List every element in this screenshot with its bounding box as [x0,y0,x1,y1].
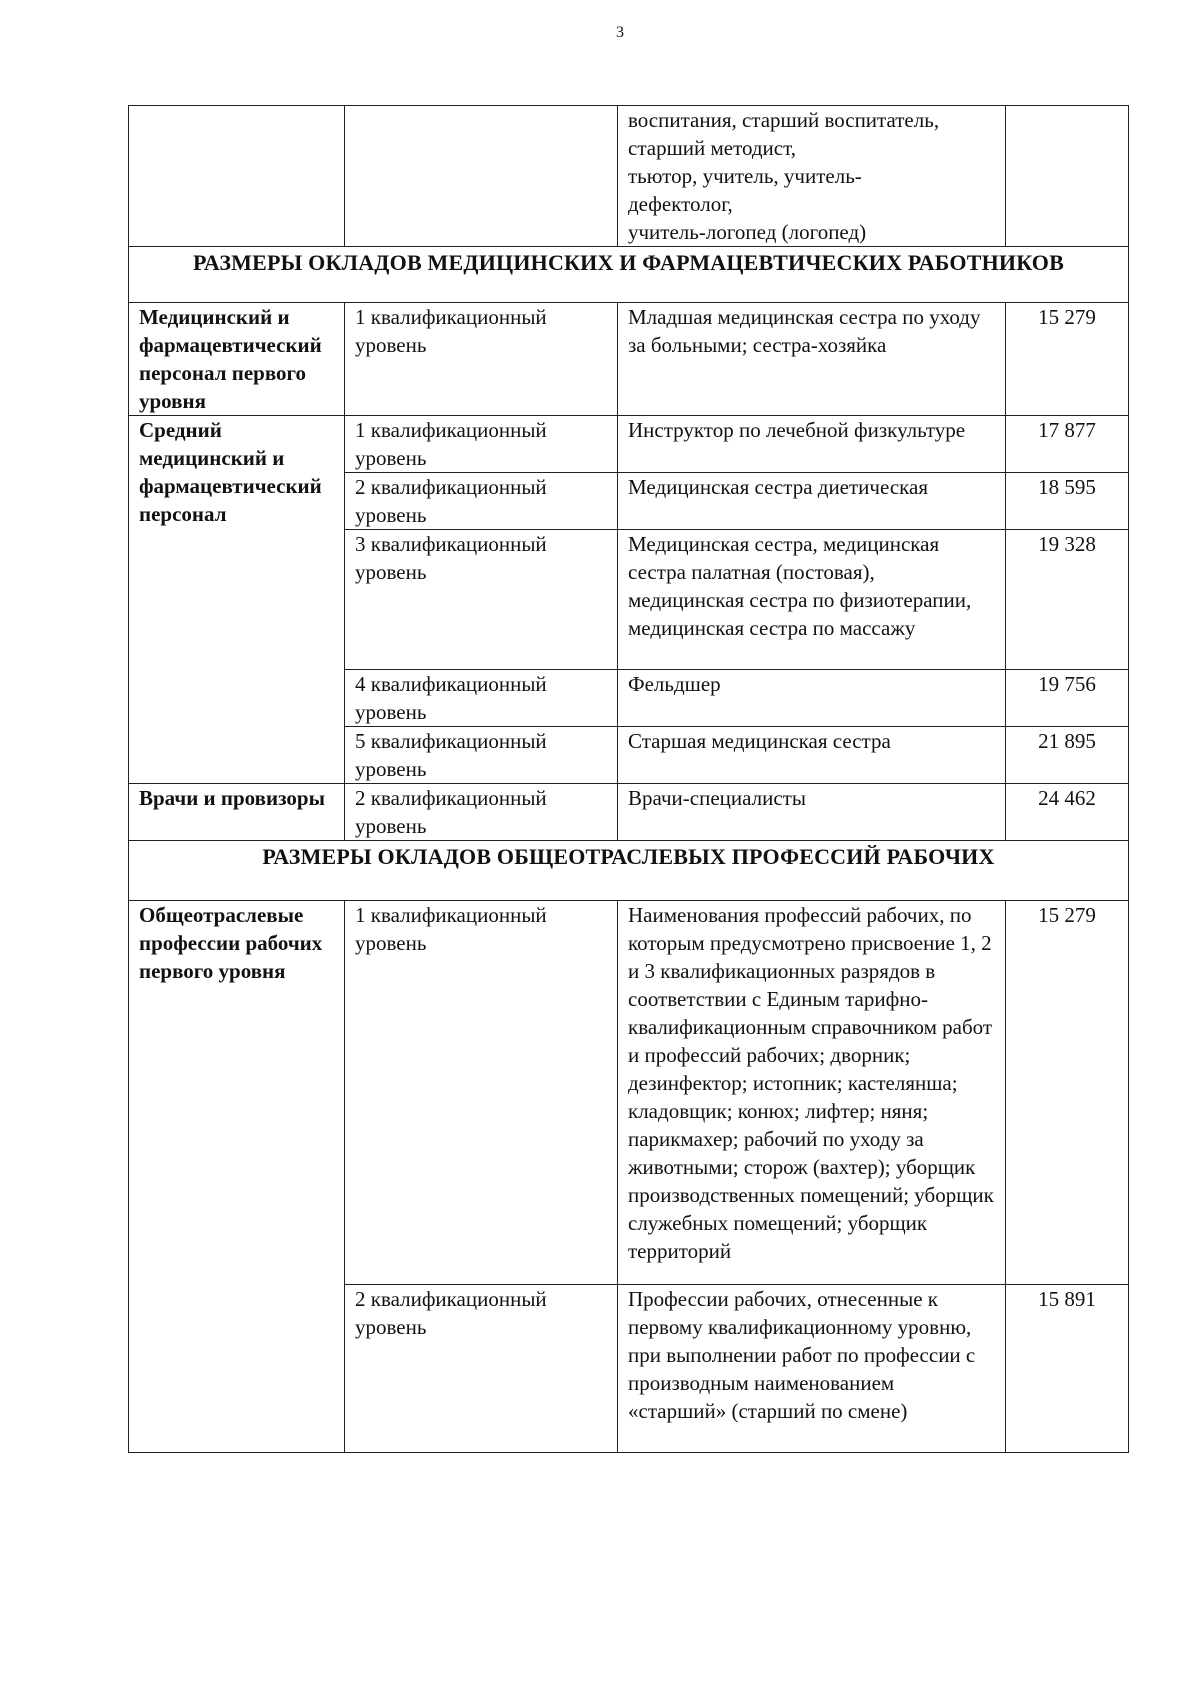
continuation-row [129,106,1129,247]
category-cell: Медицинский и фармацевтический персонал первого уровня [129,303,345,416]
table-row [129,901,1129,1285]
level-cell: 5 квалификационный уровень [345,727,618,784]
level-cell: 1 квалификационный уровень [345,901,618,1285]
positions-cell: Профессии рабочих, отнесенные к первому квалификационному уровню, при выполнении работ по профессии с производным наименованием «старший» (старший по смене) [618,1285,1006,1453]
table-row [129,416,1129,473]
position-line: воспитания, старший воспитатель, [628,108,940,132]
positions-cell [618,106,1006,247]
positions-cell: Медицинская сестра диетическая [618,473,1006,530]
level-cell: 2 квалификационный уровень [345,784,618,841]
salary-table [128,105,1129,1453]
section-title: РАЗМЕРЫ ОКЛАДОВ МЕДИЦИНСКИХ И ФАРМАЦЕВТИЧЕСКИХ РАБОТНИКОВ [129,247,1129,303]
level-cell: 1 квалификационный уровень [345,416,618,473]
level-cell [345,106,618,247]
category-cell: Общеотраслевые профессии рабочих первого уровня [129,901,345,1453]
page-number: 3 [616,24,624,41]
salary-cell: 19 328 [1006,530,1129,670]
positions-cell: Инструктор по лечебной физкультуре [618,416,1006,473]
salary-cell [1006,106,1129,247]
category-cell: Средний медицинский и фармацевтический персонал [129,416,345,784]
salary-cell: 21 895 [1006,727,1129,784]
section-title: РАЗМЕРЫ ОКЛАДОВ ОБЩЕОТРАСЛЕВЫХ ПРОФЕССИЙ РАБОЧИХ [129,841,1129,901]
positions-cell: Младшая медицинская сестра по уходу за больными; сестра-хозяйка [618,303,1006,416]
table-row [129,784,1129,841]
positions-cell: Старшая медицинская сестра [618,727,1006,784]
salary-cell: 17 877 [1006,416,1129,473]
level-cell: 4 квалификационный уровень [345,670,618,727]
position-line: старший методист, [628,136,796,160]
level-cell: 1 квалификационный уровень [345,303,618,416]
salary-cell: 15 891 [1006,1285,1129,1453]
category-cell: Врачи и провизоры [129,784,345,841]
position-line: дефектолог, [628,192,733,216]
salary-cell: 24 462 [1006,784,1129,841]
position-line: тьютор, учитель, учитель- [628,164,862,188]
table-row [129,303,1129,416]
positions-cell: Наименования профессий рабочих, по которым предусмотрено присвоение 1, 2 и 3 квалификационных разрядов в соответствии с Единым тарифно-квалификационным справочником работ и профессий рабочих; дворник; дезинфектор; истопник; кастелянша; кладовщик; конюх; лифтер; няня; парикмахер; рабочий по уходу за животными; сторож (вахтер); уборщик производственных помещений; уборщик служебных помещений; уборщик территорий [618,901,1006,1285]
level-cell: 3 квалификационный уровень [345,530,618,670]
salary-cell: 15 279 [1006,303,1129,416]
level-cell: 2 квалификационный уровень [345,473,618,530]
salary-cell: 18 595 [1006,473,1129,530]
positions-cell: Медицинская сестра, медицинская сестра палатная (постовая), медицинская сестра по физиотерапии, медицинская сестра по массажу [618,530,1006,670]
positions-cell: Врачи-специалисты [618,784,1006,841]
category-cell [129,106,345,247]
section-header-row [129,247,1129,303]
section-header-row [129,841,1129,901]
position-line: учитель-логопед (логопед) [628,220,867,244]
level-cell: 2 квалификационный уровень [345,1285,618,1453]
salary-cell: 15 279 [1006,901,1129,1285]
salary-cell: 19 756 [1006,670,1129,727]
positions-cell: Фельдшер [618,670,1006,727]
